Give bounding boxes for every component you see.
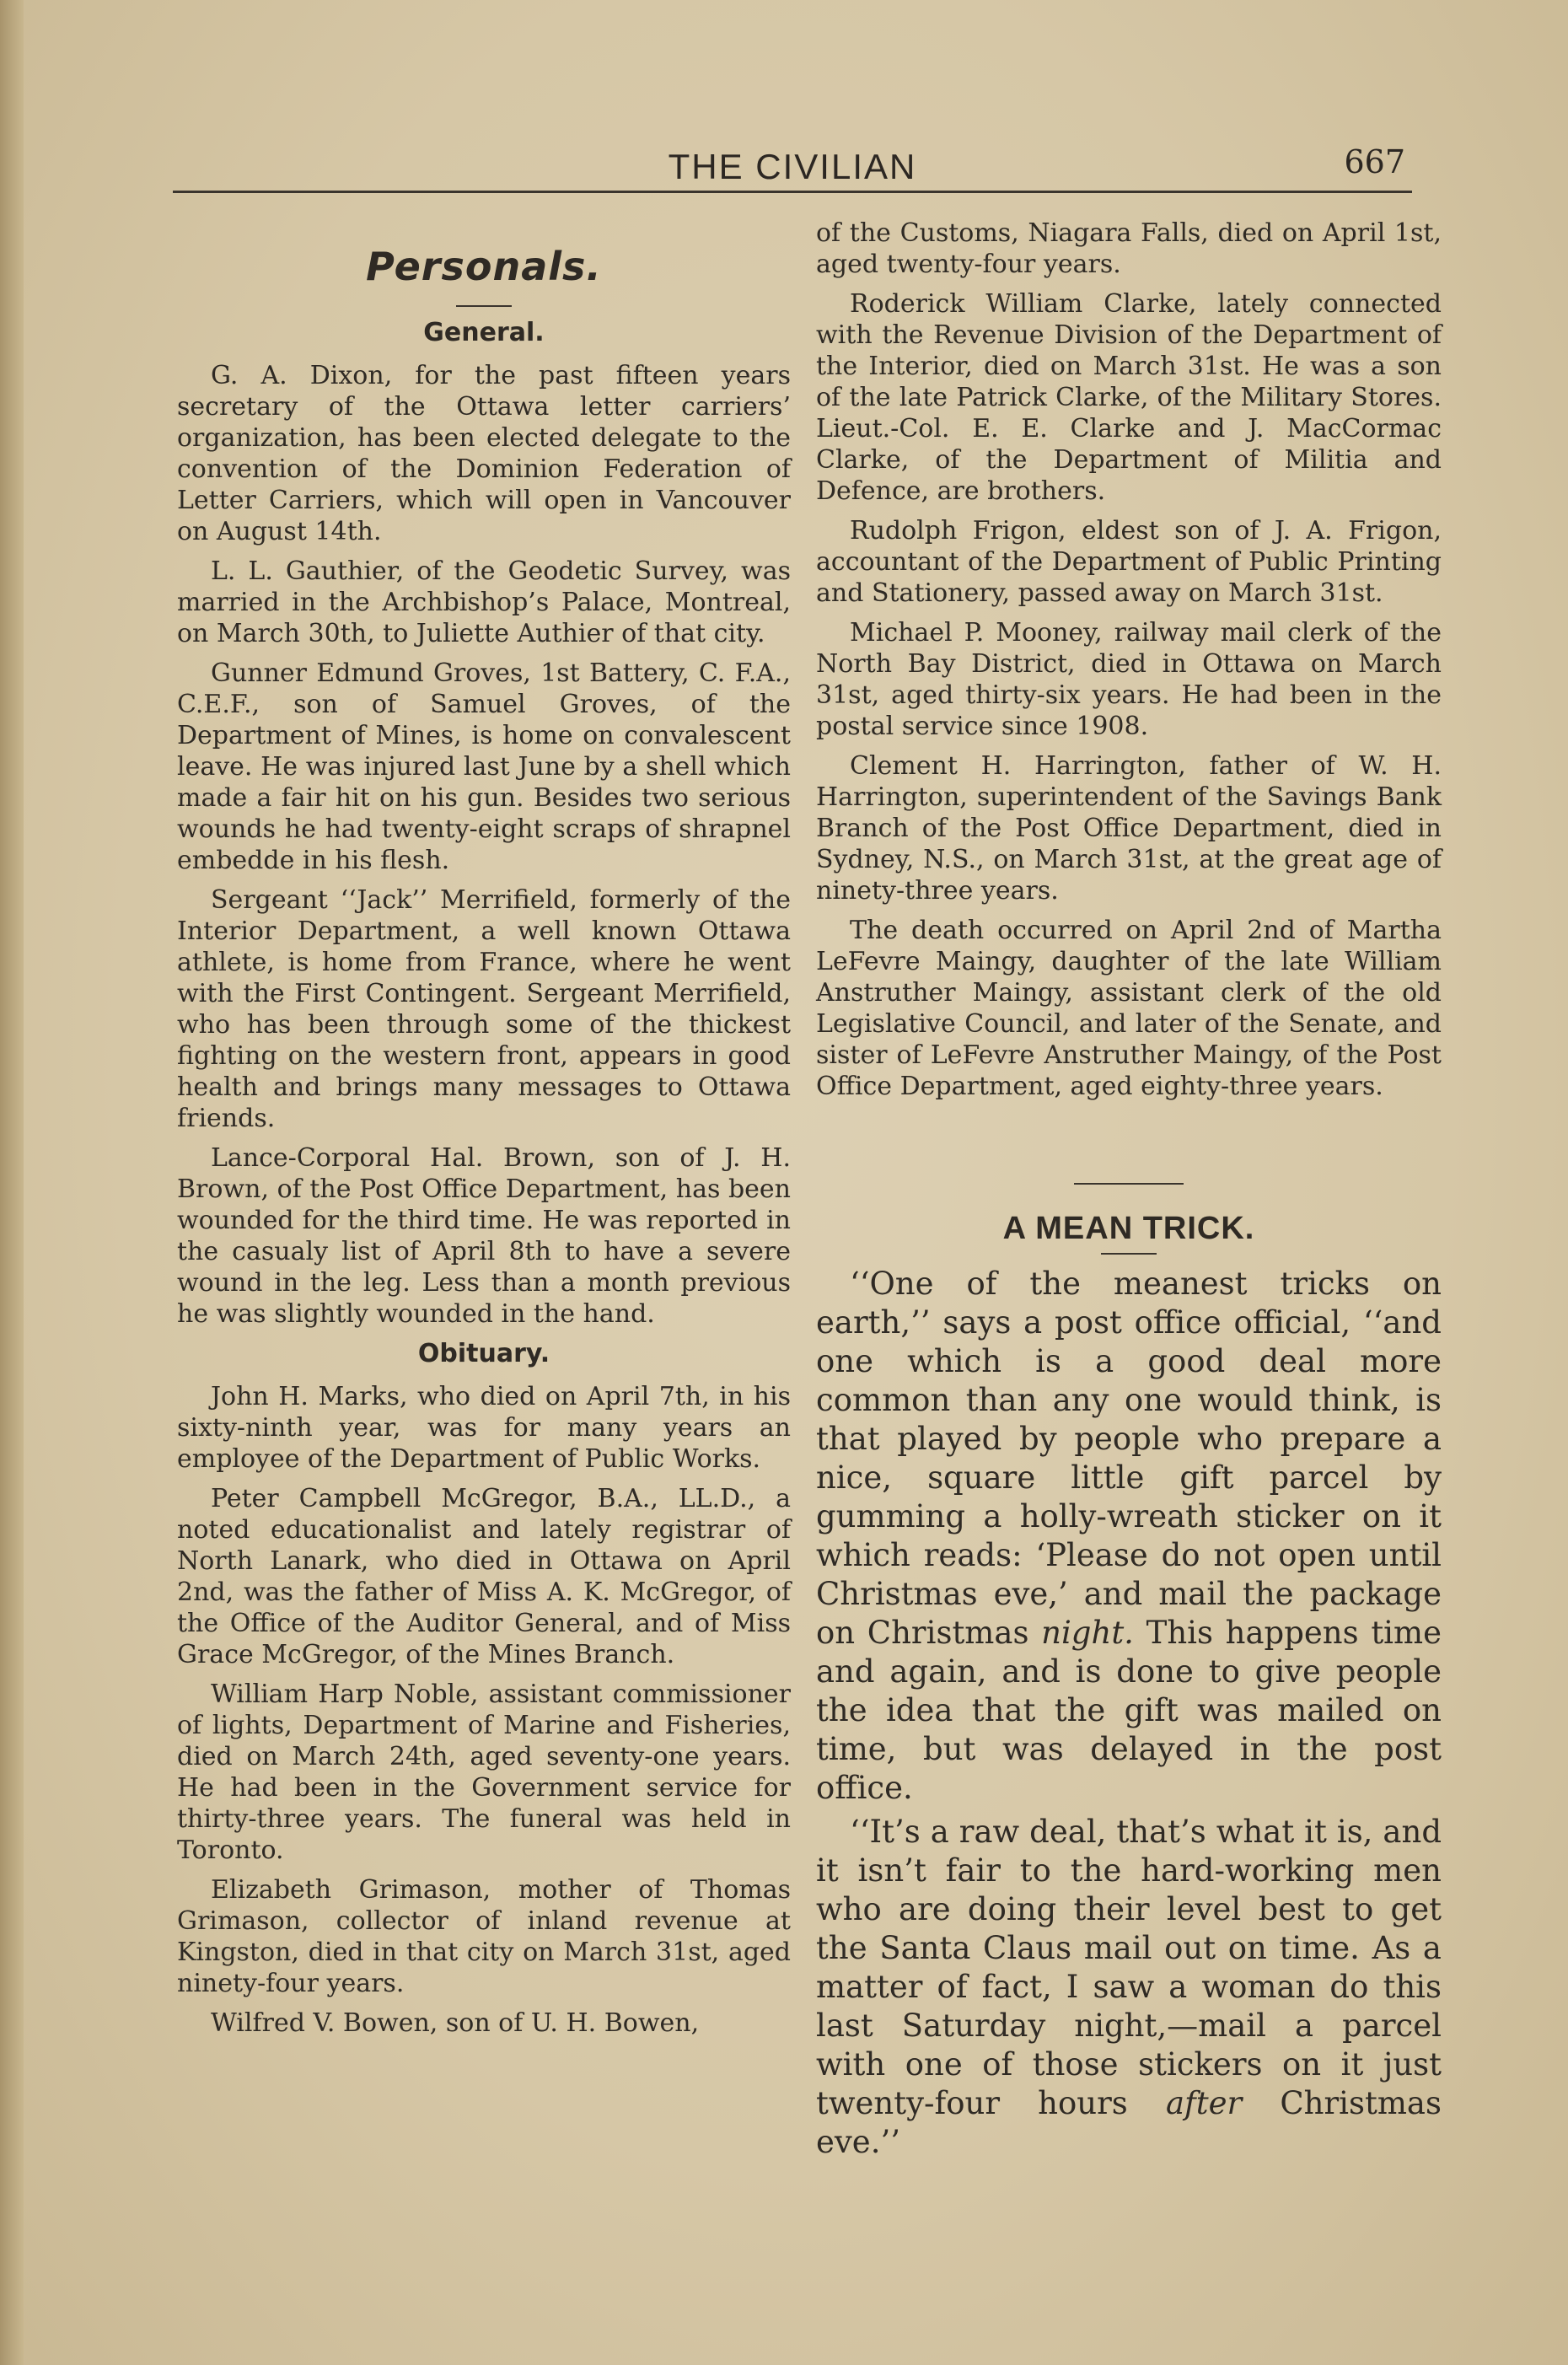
obituary-item: Roderick William Clarke, lately connected with the Revenue Division of the Department of the Interior, died on March 31st. He was a son of the late Patrick Clarke, of the Military Stores. Lieut.-Col. E. E. Clarke and J. MacCormac Clarke, of the Department of Militia and Defence, are brothers. bbox=[816, 289, 1442, 506]
obituary-item: Michael P. Mooney, railway mail clerk of the North Bay District, died in Ottawa on March 31st, aged thirty-six years. He had been in the postal service since 1908. bbox=[816, 618, 1442, 741]
general-heading: General. bbox=[423, 318, 545, 347]
personal-item: L. L. Gauthier, of the Geodetic Survey, was married in the Archbishop’s Palace, Montreal, on March 30th, to Juliette Authier of that city. bbox=[177, 556, 791, 648]
obituary-item: William Harp Noble, assistant commissioner of lights, Department of Marine and Fisheries, died on March 24th, aged seventy-one years. He had been in the Government service for thirty-three years. The funeral was held in Toronto. bbox=[177, 1680, 791, 1865]
right-column bbox=[816, 218, 1442, 2167]
article-separator bbox=[1074, 1183, 1184, 1185]
personal-item: G. A. Dixon, for the past fifteen years secretary of the Ottawa letter carriers’ organization, has been elected delegate to the convention of the Dominion Federation of Letter Carriers, which will open in Vancouver on August 14th. bbox=[177, 361, 791, 546]
obituary-item: The death occurred on April 2nd of Martha LeFevre Maingy, daughter of the late William Anstruther Maingy, assistant clerk of the old Legislative Council, and later of the Senate, and sister of LeFevre Anstruther Maingy, of the Post Office Department, aged eighty-three years. bbox=[816, 916, 1442, 1101]
page-header bbox=[173, 143, 1412, 193]
personal-item: Lance-Corporal Hal. Brown, son of J. H. Brown, of the Post Office Department, has been wounded for the third time. He was reported in the casualy list of April 8th to have a severe wound in the leg. Less than a month previous he was slightly wounded in the hand. bbox=[177, 1143, 791, 1329]
obituary-item: Clement H. Harrington, father of W. H. Harrington, superintendent of the Savings Bank Branch of the Post Office Department, died in Sydney, N.S., on March 31st, at the great age of ninety-three years. bbox=[816, 751, 1442, 906]
obituary-item: Wilfred V. Bowen, son of U. H. Bowen, bbox=[211, 2008, 700, 2038]
article-emphasis: after bbox=[1165, 2085, 1243, 2121]
obituary-heading: Obituary. bbox=[417, 1339, 550, 1368]
article-text: Christmas eve.’’ bbox=[816, 2085, 1442, 2160]
personal-item: Gunner Edmund Groves, 1st Battery, C. F.A., C.E.F., son of Samuel Groves, of the Department of Mines, is home on convalescent leave. He was injured last June by a shell which made a fair hit on his gun. Besides two serious wounds he had twenty-eight scraps of shrapnel embedde in his flesh. bbox=[177, 658, 791, 875]
article-text: ‘‘One of the meanest tricks on earth,’’ says a post office official, ‘‘and one which is a good deal more common than any one would think, is that played by people who prepare a nice, square little gift parcel by gumming a holly-wreath sticker on it which reads: ‘Please do not open until Christmas eve,’ and mail the package on Christmas bbox=[816, 1266, 1442, 1651]
page-number: 667 bbox=[1344, 143, 1405, 180]
page-edge bbox=[0, 0, 24, 2365]
article-paragraph bbox=[816, 1813, 1442, 2162]
article-text: ‘‘It’s a raw deal, that’s what it is, and it isn’t fair to the hard-working men who are doing their level best to get the Santa Claus mail out on time. As a matter of fact, I saw a woman do this last Saturday night,—mail a parcel with one of those stickers on it just twenty-four hours bbox=[816, 1814, 1442, 2121]
article-body bbox=[816, 1265, 1442, 2162]
article-emphasis: night. bbox=[1041, 1615, 1134, 1651]
article-title: A MEAN TRICK. bbox=[1002, 1211, 1255, 1246]
personal-item: Sergeant ‘‘Jack’’ Merrifield, formerly of the Interior Department, a well known Ottawa athlete, is home from France, where he went with the First Contingent. Sergeant Merrifield, who has been through some of the thickest fighting on the western front, appears in good health and brings many messages to Ottawa friends. bbox=[177, 885, 791, 1133]
article-paragraph bbox=[816, 1265, 1442, 1808]
short-rule bbox=[1101, 1253, 1157, 1255]
section-title: Personals. bbox=[366, 244, 602, 289]
left-column bbox=[177, 218, 791, 2047]
running-title: THE CIVILIAN bbox=[668, 147, 917, 186]
article-text: This happens time and again, and is done to give people the idea that the gift was mailed on time, but was delayed in the post office. bbox=[816, 1615, 1442, 1806]
obituary-item-continued: of the Customs, Niagara Falls, died on April 1st, aged twenty-four years. bbox=[816, 218, 1442, 279]
obituary-item: Peter Campbell McGregor, B.A., LL.D., a noted educationalist and lately registrar of North Lanark, who died in Ottawa on April 2nd, was the father of Miss A. K. McGregor, of the Office of the Auditor General, and of Miss Grace McGregor, of the Mines Branch. bbox=[177, 1484, 791, 1669]
obituary-item: John H. Marks, who died on April 7th, in his sixty-ninth year, was for many years an employee of the Department of Public Works. bbox=[177, 1382, 791, 1474]
short-rule bbox=[456, 305, 512, 307]
obituary-item: Elizabeth Grimason, mother of Thomas Grimason, collector of inland revenue at Kingston, died in that city on March 31st, aged ninety-four years. bbox=[177, 1875, 791, 1998]
obituary-item: Rudolph Frigon, eldest son of J. A. Frigon, accountant of the Department of Public Printing and Stationery, passed away on March 31st. bbox=[816, 516, 1442, 608]
